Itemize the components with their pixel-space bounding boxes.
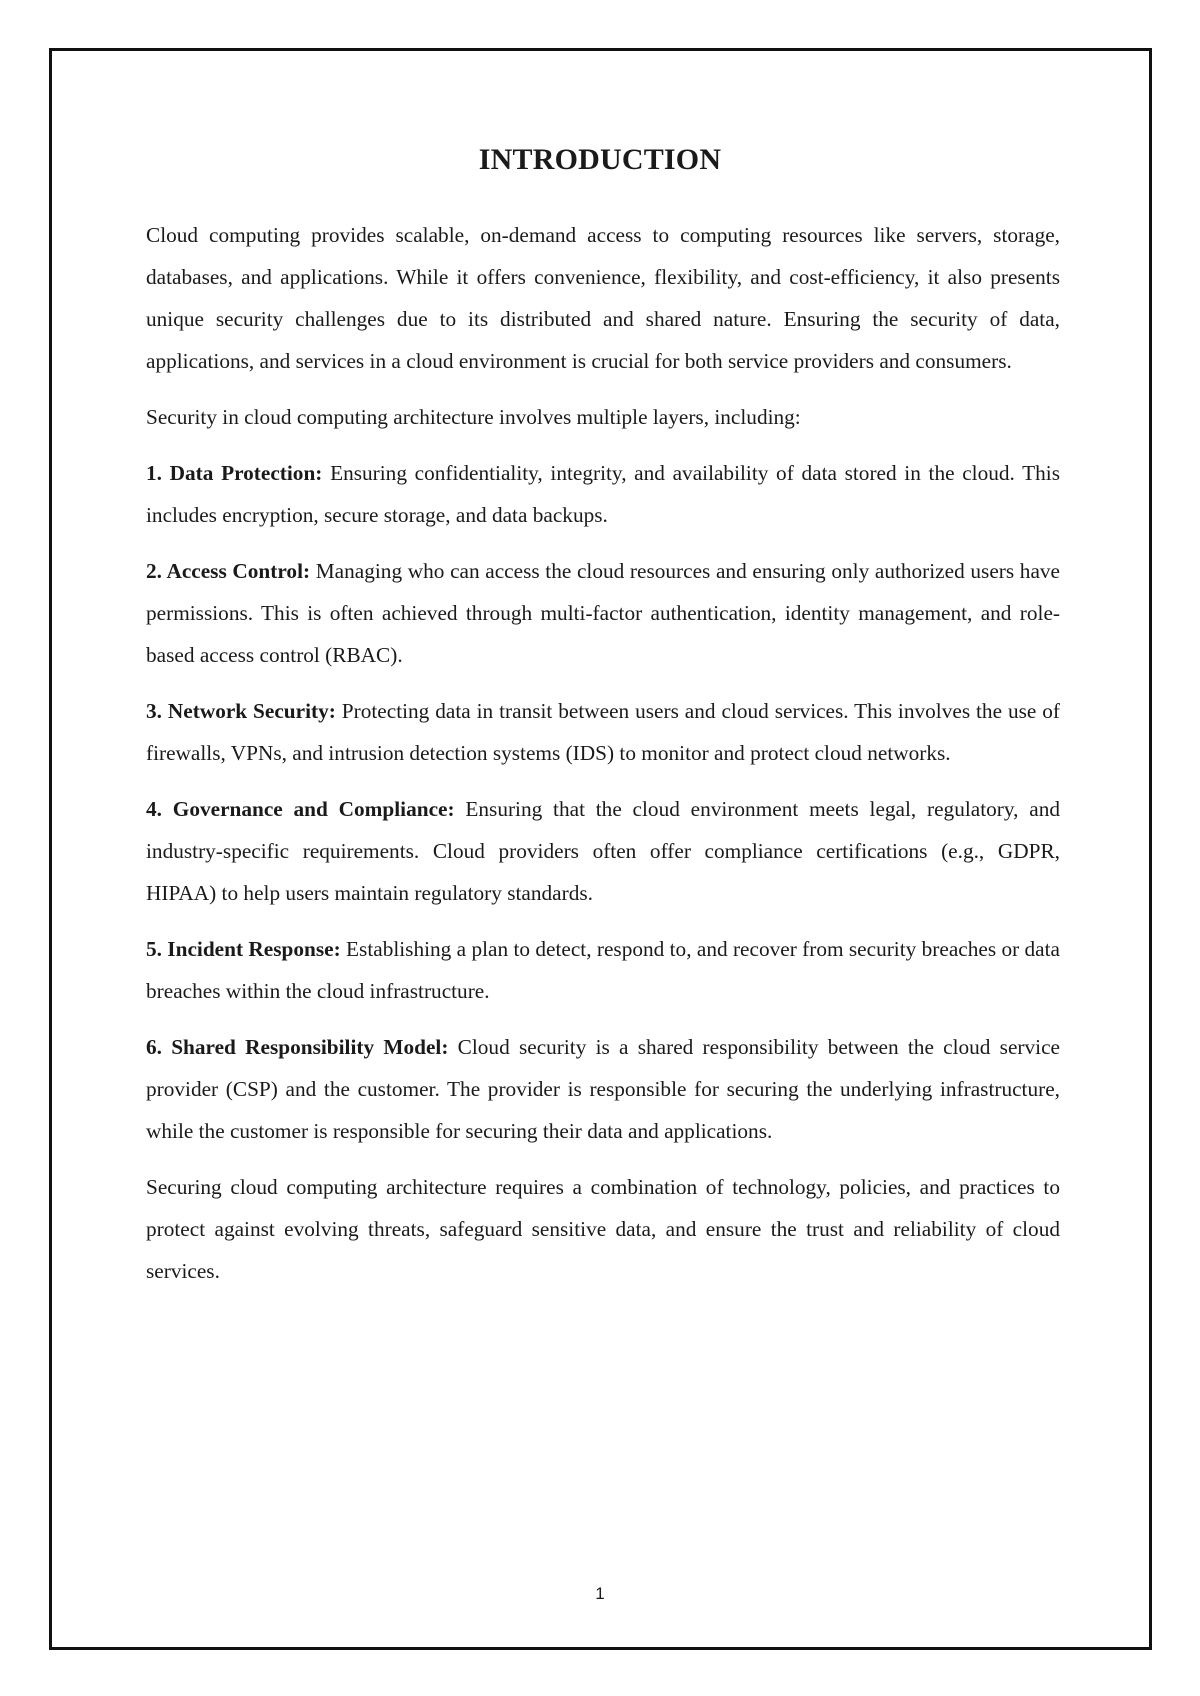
layer-item-incident-response: [146, 928, 1060, 1012]
layer-text: Managing who can access the cloud resources and ensuring only authorized users have permissions. This is often achieved through multi-factor authentication, identity management, and role-based access control (RBAC).: [146, 559, 1060, 667]
closing-paragraph: Securing cloud computing architecture requires a combination of technology, policies, and practices to protect against evolving threats, safeguard sensitive data, and ensure the trust and reliability of cloud services.: [146, 1175, 1060, 1283]
layer-item-data-protection: [146, 452, 1060, 536]
layer-heading: 3. Network Security:: [146, 699, 336, 723]
layer-item-shared-responsibility: [146, 1026, 1060, 1152]
layer-item-network-security: [146, 690, 1060, 774]
page-number: 1: [595, 1584, 605, 1603]
document-body: [146, 214, 1060, 1306]
layers-lead-paragraph: Security in cloud computing architecture involves multiple layers, including:: [146, 405, 801, 429]
layer-heading: 4. Governance and Compliance:: [146, 797, 455, 821]
layer-item-governance-compliance: [146, 788, 1060, 914]
layer-text: Protecting data in transit between users and cloud services. This involves the use of firewalls, VPNs, and intrusion detection systems (IDS) to monitor and protect cloud networks.: [146, 699, 1061, 765]
layer-text: Cloud security is a shared responsibility between the cloud service provider (CSP) and the customer. The provider is responsible for securing the underlying infrastructure, while the customer is responsible for securing their data and applications.: [146, 1035, 1060, 1143]
layer-text: Ensuring confidentiality, integrity, and availability of data stored in the cloud. This includes encryption, secure storage, and data backups.: [146, 461, 1060, 527]
page-title: INTRODUCTION: [478, 143, 722, 176]
intro-paragraph: Cloud computing provides scalable, on-demand access to computing resources like servers, storage, databases, and applications. While it offers convenience, flexibility, and cost-efficiency, it also presents unique security challenges due to its distributed and shared nature. Ensuring the security of data, applications, and services in a cloud environment is crucial for both service providers and consumers.: [146, 223, 1060, 373]
layer-item-access-control: [146, 550, 1060, 676]
layer-heading: 1. Data Protection:: [146, 461, 323, 485]
layer-heading: 2. Access Control:: [146, 559, 311, 583]
layer-heading: 5. Incident Response:: [146, 937, 341, 961]
layer-text: Ensuring that the cloud environment meets legal, regulatory, and industry-specific requirements. Cloud providers often offer compliance certifications (e.g., GDPR, HIPAA) to help users maintain regulatory standards.: [146, 797, 1060, 905]
layer-heading: 6. Shared Responsibility Model:: [146, 1035, 449, 1059]
layer-text: Establishing a plan to detect, respond to, and recover from security breaches or data breaches within the cloud infrastructure.: [146, 937, 1061, 1003]
